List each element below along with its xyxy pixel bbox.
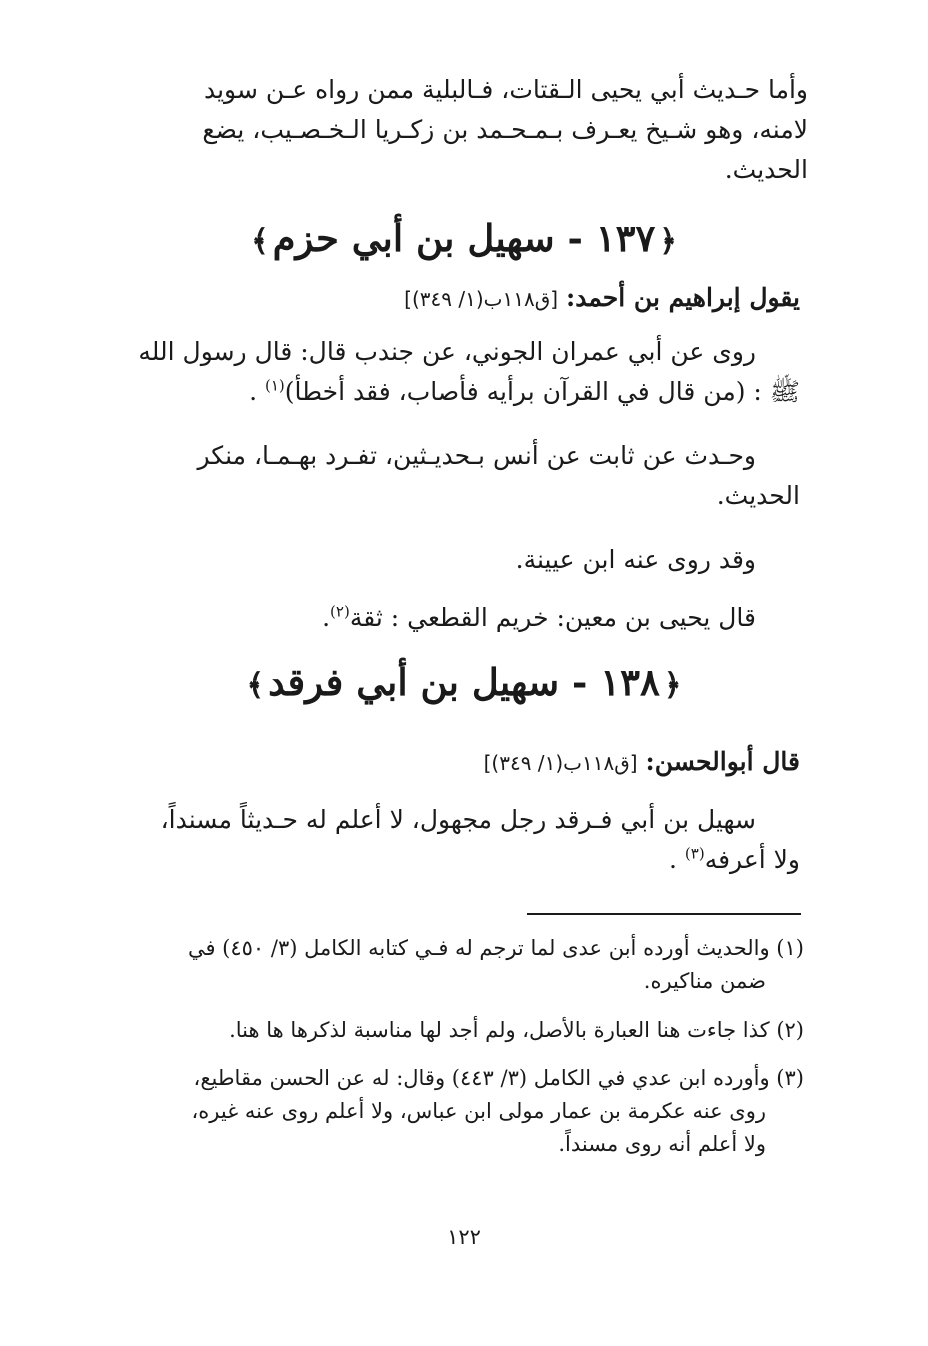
entry-138-para1-line1: سهيل بن أبي فـرقد رجل مجهول، لا أعلم له حـديثاً مسنداً،: [160, 805, 756, 834]
entry-138-speaker: قال أبوالحسن:: [645, 747, 800, 776]
ornament-close-icon: ﴾: [246, 668, 265, 703]
footnote-1: (١) والحديث أورده أبن عدى لما ترجم له فـي كتابه الكامل (٣/ ٤٥٠) في ضمن مناكيره.: [187, 936, 804, 993]
entry-137-heading: [0, 216, 928, 260]
ornament-close-icon: ﴾: [251, 224, 269, 259]
entry-137-title: ١٣٧ - سهيل بن أبي حزم: [272, 216, 656, 260]
footnote-ref-2: (٢): [330, 602, 350, 621]
entry-137-paragraph-4: قال يحيى بن معين: خريم القطعي : ثقة$^{(٢)}$.: [322, 602, 756, 632]
opening-paragraph: [128, 70, 808, 190]
ornament-open-icon: ﴿: [659, 224, 677, 259]
entry-137-para2-line2: الحديث.: [716, 481, 800, 510]
page-number: ١٢٢: [447, 1225, 481, 1249]
entry-137-source-line: [404, 280, 800, 317]
footnote-ref-1: (١): [264, 376, 285, 395]
entry-137-paragraph-1: [138, 332, 800, 412]
entry-137-para1-line2: ﷺ : (من قال في القرآن برأيه فأصاب، فقد أخطأ)$^{(١)}$ .: [249, 376, 800, 406]
opening-line-3: الحديث.: [724, 155, 808, 184]
opening-line-2: لامنه، وهو شـيخ يعـرف بـمـحـمد بن زكـريا الـخـصـيب، يضع: [202, 115, 808, 144]
ornament-open-icon: ﴿: [663, 668, 682, 703]
entry-137-speaker: يقول إبراهيم بن أحمد:: [566, 283, 800, 312]
footnote-ref-3: (٣): [684, 844, 705, 863]
footnote-separator: [527, 913, 801, 915]
entry-138-reference: [ق١١٨ب(١/ ٣٤٩)]: [483, 751, 638, 775]
footnote-3: (٣) وأورده ابن عدي في الكامل (٣/ ٤٤٣) وقال: له عن الحسن مقاطيع، روى عنه عكرمة بن عمار مولى ابن عباس، ولا أعلم روى عنه غيره، ولا أعلم أنه روى مسنداً.: [191, 1066, 804, 1156]
entry-137-paragraph-3: وقد روى عنه ابن عيينة.: [515, 545, 756, 574]
entry-137-para1-line1: روى عن أبي عمران الجوني، عن جندب قال: قال رسول الله: [138, 337, 756, 366]
entry-137-paragraph-2: [197, 436, 800, 516]
entry-137-para2-line1: وحـدث عن ثابت عن أنس بـحديـثين، تفـرد بهـمـا، منكر: [197, 441, 756, 470]
entry-138-title: ١٣٨ - سهيل بن أبي فرقد: [268, 660, 660, 704]
entry-138-paragraph-1: [161, 800, 800, 880]
footnote-2: (٢) كذا جاءت هنا العبارة بالأصل، ولم أجد لها مناسبة لذكرها ها هنا.: [229, 1018, 804, 1042]
entry-137-reference: [ق١١٨ب(١/ ٣٤٩)]: [404, 287, 559, 311]
entry-138-source-line: [484, 744, 800, 781]
entry-138-heading: [0, 660, 928, 704]
entry-138-para1-line2: ولا أعرفه$^{(٣)}$ .: [669, 844, 800, 874]
opening-line-1: وأما حـديث أبي يحيى الـقتات، فـالبلية ممن رواه عـن سويد: [203, 75, 808, 104]
